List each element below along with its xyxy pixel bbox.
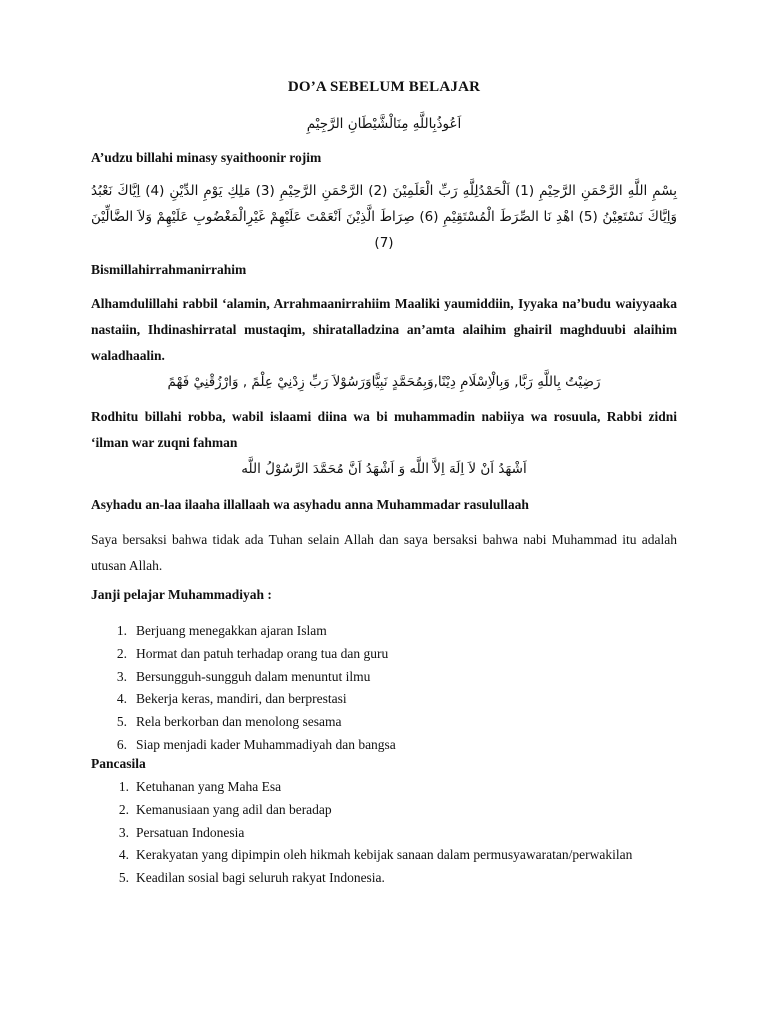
list-item (91, 643, 677, 666)
list-item (91, 620, 677, 643)
list-item-text: Kerakyatan yang dipimpin oleh hikmah kebijak sanaan dalam permusyawaratan/perwakilan (136, 847, 633, 863)
syahadat-translation: Saya bersaksi bahwa tidak ada Tuhan selain Allah dan saya bersaksi bahwa nabi Muhammad itu adalah utusan Allah. (91, 532, 677, 573)
fatihah-arabic: بِسْمِ اللَّهِ الرَّحْمَنِ الرَّحِيْمِ (1) اَلْحَمْدُلِلَّهِ رَبِّ الْعَلَمِيْنَ (2) الرَّحْمَنِ الرَّحِيْمِ (3) مَلِكِ يَوْمِ الدِّيْنِ (4) اِيَّاكَ نَعْبُدُ وَاِيَّاكَ نَسْتَعِيْنُ (5) اهْدِ نَا الصِّرَطَ الْمُسْتَقِيْمِ (6) صِرَاطَ الَّذِيْنَ اَنْعَمْتَ عَلَيْهِمْ غَيْرِالْمَغْضُوبِ عَلَيْهِمْ وَلاَ الضَّالِّيْنَ (7) (91, 183, 678, 251)
list-item-text: Bersungguh-sungguh dalam menuntut ilmu (136, 668, 371, 684)
list-item-text: Rela berkorban dan menolong sesama (136, 714, 342, 730)
list-item (91, 666, 677, 689)
list-item-number: 4. (116, 691, 127, 707)
list-item-text: Siap menjadi kader Muhammadiyah dan bangsa (136, 736, 396, 752)
taawudz-latin: A’udzu billahi minasy syaithoonir rojim (91, 150, 322, 165)
list-item (91, 867, 677, 890)
syahadat-arabic: اَشْهَدُ اَنْ لاَ اِلَهَ اِلاَّ اللَّه وَ اَشْهَدُ اَنَّ مُحَمَّدَ الرَّسُوْلُ اللَّه (241, 461, 527, 477)
list-item (91, 822, 677, 845)
list-item-text: Berjuang menegakkan ajaran Islam (136, 623, 327, 638)
list-item-number: 4. (118, 847, 129, 863)
list-item-text: Keadilan sosial bagi seluruh rakyat Indonesia. (136, 870, 385, 886)
list-item-number: 2. (116, 645, 127, 661)
list-item-number: 3. (116, 668, 127, 684)
list-item-number: 1. (116, 623, 127, 638)
document-title: DO’A SEBELUM BELAJAR (287, 79, 481, 95)
basmalah-latin: Bismillahirrahmanirrahim (91, 262, 247, 277)
list-item (91, 844, 677, 867)
syahadat-latin: Asyhadu an-laa ilaaha illallaah wa asyhadu anna Muhammadar rasulullaah (91, 497, 529, 512)
list-item-number: 5. (116, 714, 127, 730)
list-item-number: 2. (118, 801, 129, 817)
taawudz-arabic: اَعُوذُبِاللَّهِ مِنَالْشَّيْطَانِ الرَّجِيْمِ (306, 116, 462, 132)
list-item-text: Hormat dan patuh terhadap orang tua dan guru (136, 645, 389, 661)
list-item-text: Ketuhanan yang Maha Esa (136, 779, 282, 794)
list-item-text: Kemanusiaan yang adil dan beradap (136, 801, 332, 817)
pancasila-list (91, 776, 677, 890)
radhitu-latin: Rodhitu billahi robba, wabil islaami diina wa bi muhammadin nabiiya wa rosuula, Rabbi zidni ‘ilman war zuqni fahman (91, 409, 677, 450)
list-item (91, 711, 677, 734)
list-item (91, 688, 677, 711)
list-item-text: Persatuan Indonesia (136, 824, 245, 840)
list-item-number: 1. (118, 779, 129, 794)
list-item-number: 6. (116, 736, 127, 752)
list-item-text: Bekerja keras, mandiri, dan berprestasi (136, 691, 347, 707)
list-item (91, 799, 677, 822)
janji-list (91, 620, 677, 757)
radhitu-arabic: رَضِيْتُ بِاللَّهِ رَبَّا, وَبِالْاِسْلَامِ دِيْنًا,وَبِمُحَمَّدٍ نَبِيًّاوَرَسُوْلاَ رَبِّ زِدْنِيْ عِلْمً , وَارْزُقْنِيْ فَهْمً (167, 374, 601, 390)
fatihah-latin: Alhamdulillahi rabbil ‘alamin, Arrahmaanirrahiim Maaliki yaumiddiin, Iyyaka na’budu waiyyaaka nastaiin, Ihdinashirratal mustaqim, shiratalladzina an’amta alaihim ghairil maghduubi alaihim waladhaalin. (91, 296, 677, 363)
list-item-number: 3. (118, 824, 129, 840)
pancasila-heading: Pancasila (91, 756, 146, 771)
list-item (91, 776, 677, 799)
list-item-number: 5. (118, 870, 129, 886)
janji-heading: Janji pelajar Muhammadiyah : (91, 587, 272, 602)
list-item (91, 734, 677, 757)
